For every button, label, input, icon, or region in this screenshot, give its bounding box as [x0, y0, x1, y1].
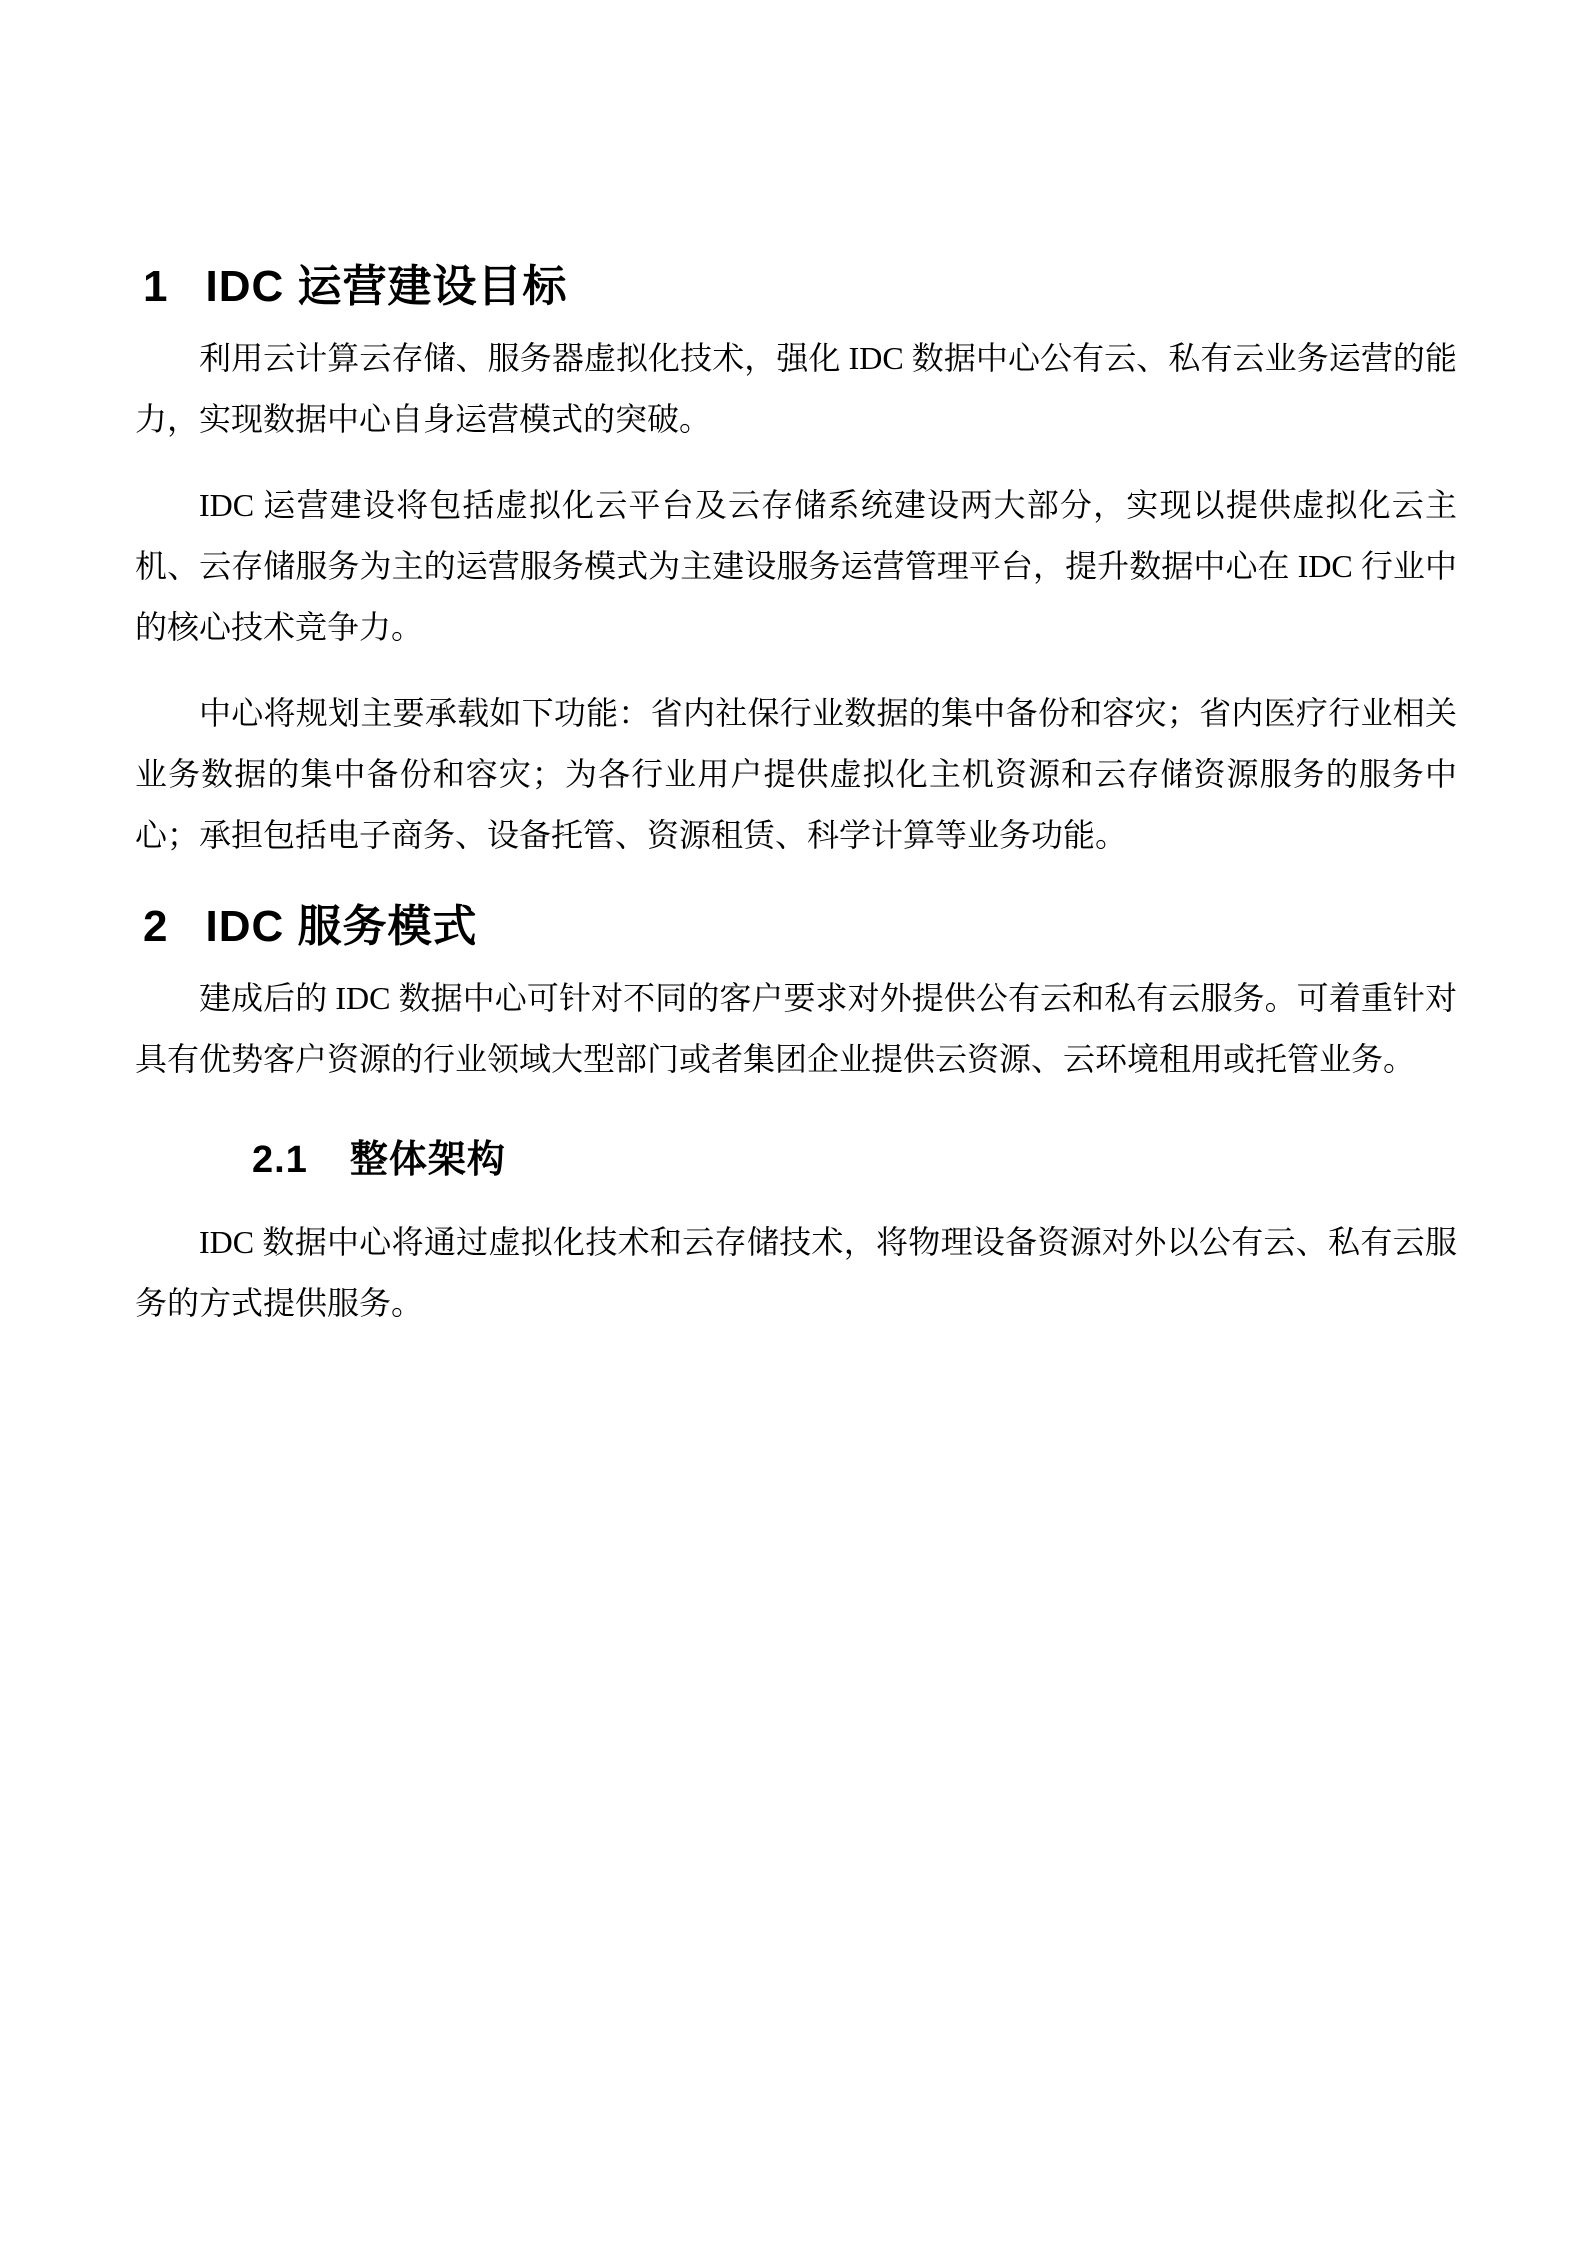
section-2-title: IDC 服务模式: [205, 902, 478, 951]
section-2-number: 2: [143, 902, 169, 951]
section-1-heading: [143, 256, 1457, 318]
paragraph-goals-1: 利用云计算云存储、服务器虚拟化技术，强化 IDC 数据中心公有云、私有云业务运营的能力，实现数据中心自身运营模式的突破。: [135, 340, 1457, 437]
paragraph-service-mode: 建成后的 IDC 数据中心可针对不同的客户要求对外提供公有云和私有云服务。可着重针对具有优势客户资源的行业领域大型部门或者集团企业提供云资源、云环境租用或托管业务。: [135, 980, 1457, 1077]
paragraph-goals-2: IDC 运营建设将包括虚拟化云平台及云存储系统建设两大部分，实现以提供虚拟化云主机、云存储服务为主的运营服务模式为主建设服务运营管理平台，提升数据中心在 IDC 行业中的核心技术竞争力。: [135, 487, 1457, 645]
section-1-number: 1: [143, 262, 169, 311]
section-2-1-heading: [252, 1132, 1457, 1188]
section-2-heading: [143, 896, 1457, 958]
paragraph-goals-3: 中心将规划主要承载如下功能：省内社保行业数据的集中备份和容灾；省内医疗行业相关业务数据的集中备份和容灾；为各行业用户提供虚拟化主机资源和云存储资源服务的服务中心；承担包括电子商务、设备托管、资源租赁、科学计算等业务功能。: [135, 695, 1457, 853]
section-2-1-title: 整体架构: [349, 1139, 506, 1181]
paragraph-architecture: IDC 数据中心将通过虚拟化技术和云存储技术，将物理设备资源对外以公有云、私有云服务的方式提供服务。: [135, 1224, 1457, 1321]
section-1-title: IDC 运营建设目标: [205, 262, 568, 311]
section-2-1-number: 2.1: [252, 1139, 308, 1181]
